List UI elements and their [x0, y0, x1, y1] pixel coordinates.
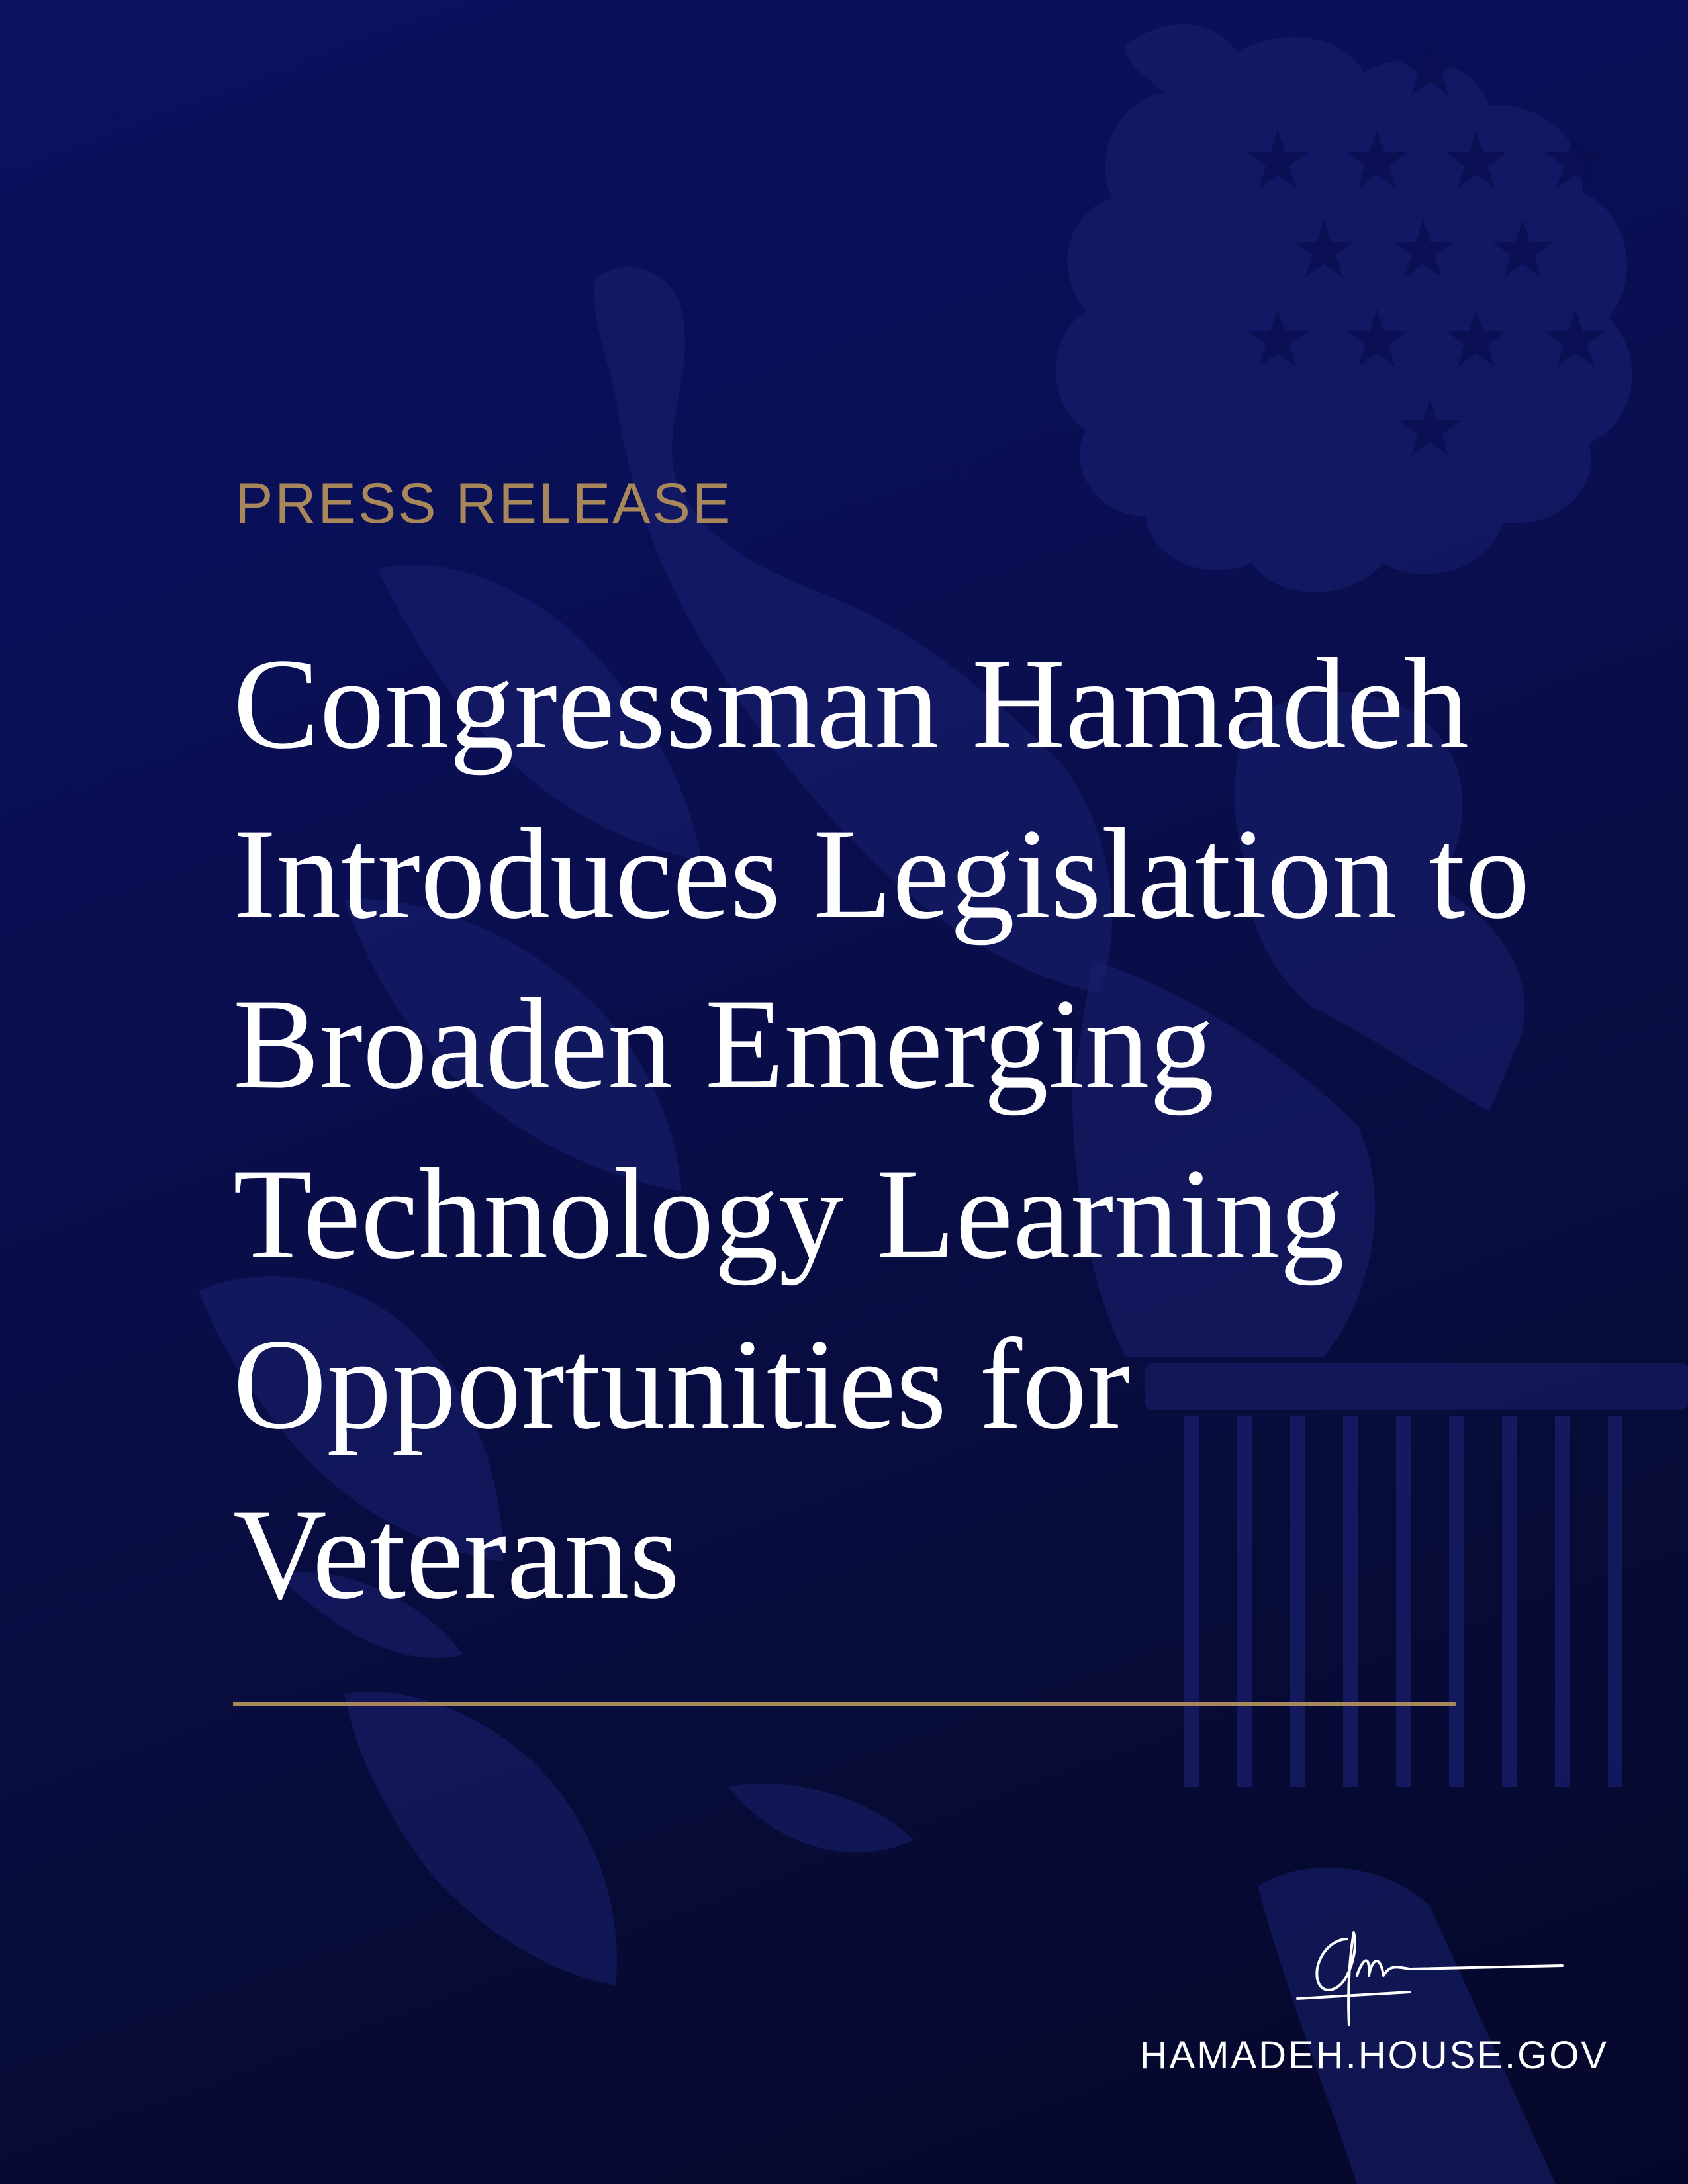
document-type-label: PRESS RELEASE [235, 472, 733, 535]
headline-line: Opportunities for [233, 1312, 1131, 1456]
headline-line: Introduces Legislation to [233, 802, 1530, 946]
signature-icon [1284, 1913, 1575, 2038]
gold-divider [233, 1702, 1456, 1706]
headline-line: Congressman Hamadeh [233, 632, 1469, 776]
headline-line: Veterans [233, 1482, 680, 1626]
website-url: HAMADEH.HOUSE.GOV [1139, 2034, 1609, 2077]
headline-line: Broaden Emerging [233, 972, 1215, 1116]
headline [233, 619, 1530, 1639]
headline-line: Technology Learning [233, 1142, 1344, 1286]
